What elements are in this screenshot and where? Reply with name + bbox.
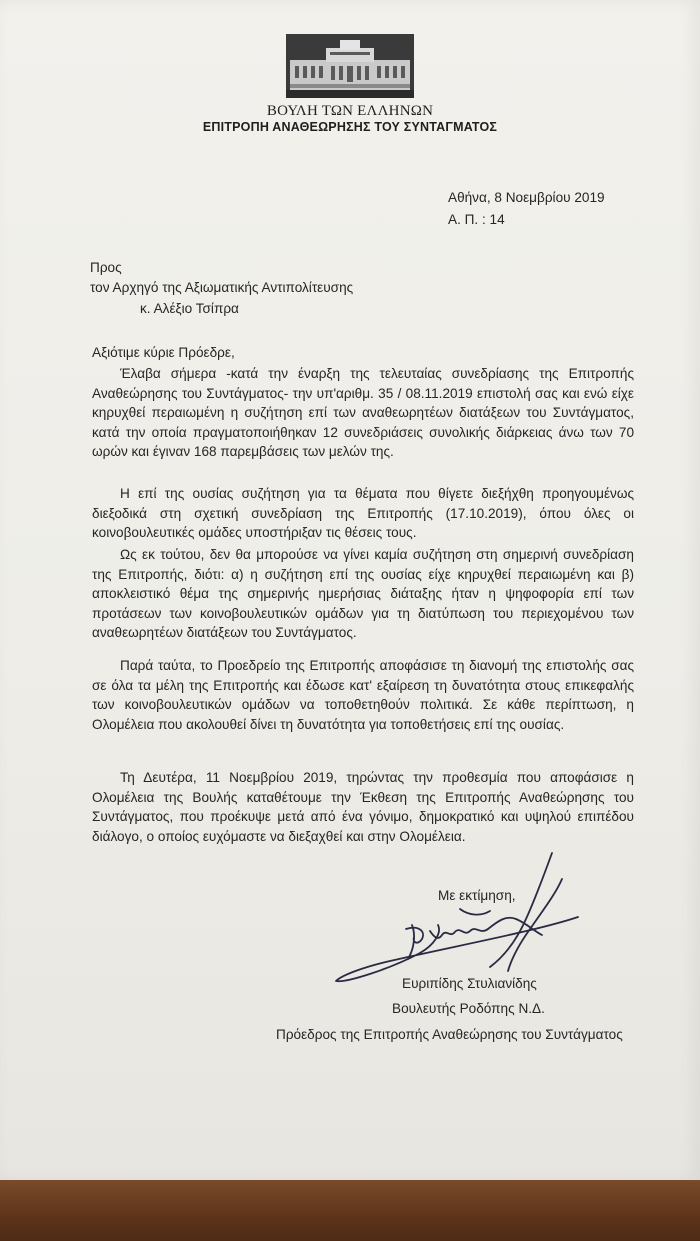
body-paragraph-3: Ως εκ τούτου, δεν θα μπορούσε να γίνει καμία συζήτηση στη σημερινή συνεδρίαση της Επιτροπής, διότι: α) η συζήτηση επί της ουσίας είχε κηρυχθεί περαιωμένη και β) αποκλειστικό θέμα της σημερινής ημερήσιας διάταξης ήταν η ψηφοφορία επί των προτάσεων των κοινοβουλευτικών ομάδων για τη διατύπωση του περιεχομένου των αναθεωρητέων διατάξεων του Συντάγματος. bbox=[92, 547, 634, 640]
salutation: Αξιότιμε κύριε Πρόεδρε, bbox=[92, 345, 235, 360]
signer-name: Ευριπίδης Στυλιανίδης bbox=[402, 976, 537, 991]
body-paragraph-2: Η επί της ουσίας συζήτηση για τα θέματα που θίγετε διεξήχθη προηγουμένως διεξοδικά στη σχετική συνεδρίαση της Επιτροπής (17.10.2019), όπου όλες οι κοινοβουλευτικές ομάδες υποστήριξαν τις θέσεις τους. bbox=[92, 486, 634, 540]
body-paragraph-5: Τη Δευτέρα, 11 Νοεμβρίου 2019, τηρώντας την προθεσμία που αποφάσισε η Ολομέλεια της Βουλής καταθέτουμε την Έκθεση της Επιτροπής Αναθεώρησης του Συντάγματος, που προέκυψε μετά από ένα γόνιμο, δημοκρατικό και υψηλού επιπέδου διάλογο, ο οποίος ευχόμαστε να διεξαχθεί και στην Ολομέλεια. bbox=[92, 770, 634, 844]
closing-regards: Με εκτίμηση, bbox=[438, 888, 516, 903]
recipient-title: τον Αρχηγό της Αξιωματικής Αντιπολίτευσης bbox=[90, 280, 354, 295]
handwritten-signature bbox=[330, 845, 590, 995]
wooden-table-background bbox=[0, 1180, 700, 1241]
committee-name: ΕΠΙΤΡΟΠΗ ΑΝΑΘΕΩΡΗΣΗΣ ΤΟΥ ΣΥΝΤΑΓΜΑΤΟΣ bbox=[202, 120, 498, 134]
recipient-to: Προς bbox=[90, 260, 122, 275]
parliament-building-emblem bbox=[286, 34, 414, 98]
body-paragraph-4: Παρά ταύτα, το Προεδρείο της Επιτροπής αποφάσισε τη διανομή της επιστολής σας σε όλα τα μέλη της Επιτροπής και έδωσε κατ' εξαίρεση τη δυνατότητα στους επικεφαλής των κοινοβουλευτικών ομάδων να τοποθετηθούν πολιτικά. Σε κάθε περίπτωση, η Ολομέλεια που ακολουθεί δίνει τη δυνατότητα για τοποθετήσεις επί της ουσίας. bbox=[92, 658, 634, 732]
signer-position: Βουλευτής Ροδόπης Ν.Δ. bbox=[392, 1001, 545, 1016]
signer-role: Πρόεδρος της Επιτροπής Αναθεώρησης του Συντάγματος bbox=[276, 1027, 623, 1042]
date-line: Αθήνα, 8 Νοεμβρίου 2019 bbox=[448, 190, 605, 205]
protocol-number: Α. Π. : 14 bbox=[448, 212, 505, 227]
body-paragraph-1: Έλαβα σήμερα -κατά την έναρξη της τελευταίας συνεδρίασης της Επιτροπής Αναθεώρησης του Συντάγματος- την υπ'αριθμ. 35 / 08.11.2019 επιστολή σας και ενώ είχε κηρυχθεί περαιωμένη η συζήτηση επί των αναθεωρητέων διατάξεων του Συντάγματος, κατά την οποία πραγματοποιήθηκαν 12 συνεδριάσεις συνολικής διάρκειας άνω των 70 ωρών και έγιναν 168 παρεμβάσεις των μελών της. bbox=[92, 366, 634, 459]
recipient-name: κ. Αλέξιο Τσίπρα bbox=[140, 301, 239, 316]
institution-name: ΒΟΥΛΗ ΤΩΝ ΕΛΛΗΝΩΝ bbox=[266, 103, 434, 119]
